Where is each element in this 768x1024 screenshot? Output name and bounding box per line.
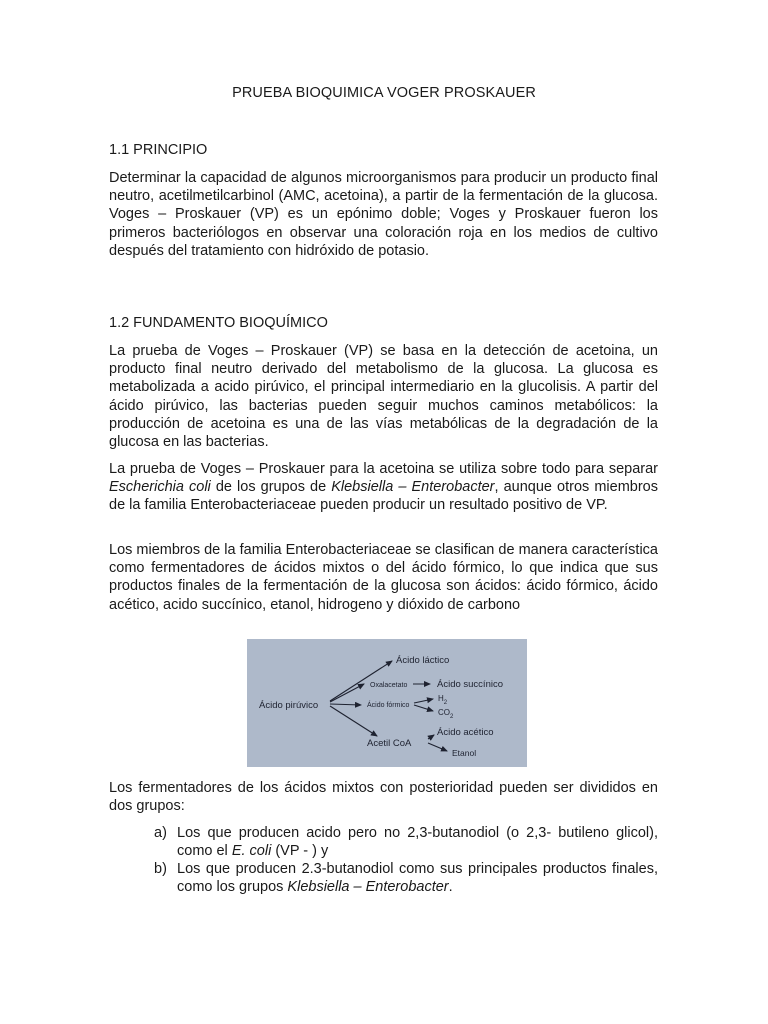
arrow-to-formic <box>330 704 361 705</box>
text-run: , aunque otros miembros de la familia Enterobacteriaceae pueden producir un resultado positivo de VP. <box>109 479 658 514</box>
list-item <box>154 860 658 896</box>
h2-base: H <box>438 694 444 703</box>
text-run: Los que producen 2.3-butanodiol como sus principales productos finales, como los grupos <box>177 861 658 895</box>
label-acetylcoa: Acetil CoA <box>367 738 412 749</box>
co2-subscript: 2 <box>450 714 454 720</box>
label-ethanol: Etanol <box>452 748 477 758</box>
section-heading-principio: 1.1 PRINCIPIO <box>109 142 208 158</box>
paragraph-fundamento-2 <box>109 460 658 515</box>
italic-genus-group: Klebsiella – Enterobacter <box>287 879 449 895</box>
label-succinic: Ácido succínico <box>437 679 504 690</box>
arrow-to-acetylcoa <box>330 706 377 736</box>
label-oxalacetate: Oxalacetato <box>370 682 408 689</box>
text-run: . <box>448 879 453 895</box>
h2-subscript: 2 <box>443 700 448 706</box>
label-formic: Ácido fórmico <box>367 702 410 709</box>
text-run: Los que producen acido pero no 2,3-butanodiol (o 2,3- butileno glicol), como el <box>177 825 658 859</box>
arrow-to-co2 <box>414 705 433 711</box>
italic-species: Escherichia coli <box>109 479 211 496</box>
paragraph-fundamento-3: Los miembros de la familia Enterobacteriaceae se clasifican de manera característica como fermentadores de ácidos mixtos o del ácido fórmico, lo que indica que sus productos finales de la fermentación de la glucosa son ácidos: ácido fórmico, ácido acético, acido succínico, etanol, hidrogeno y dióxido de carbono <box>109 542 658 613</box>
paragraph-fundamento-1: La prueba de Voges – Proskauer (VP) se basa en la detección de acetoina, un producto final neutro derivado del metabolismo de la glucosa. La glucosa es metabolizada a acido pirúvico, el principal intermediario en la glucolisis. A partir del ácido pirúvico, las bacterias pueden seguir muchos caminos metabólicos: la producción de acetoina es una de las vías metabólicas de la degradación de la glucosa en las bacterias. <box>109 343 658 451</box>
list-item <box>154 824 658 860</box>
text-run: La prueba de Voges – Proskauer para la acetoina se utiliza sobre todo para separar <box>109 461 658 477</box>
label-lactic: Ácido láctico <box>396 655 450 666</box>
arrow-to-oxalacetate <box>330 684 364 702</box>
paragraph-fundamento-4: Los fermentadores de los ácidos mixtos con posterioridad pueden ser divididos en dos grupos: <box>109 780 658 815</box>
pyruvate-pathway-diagram <box>247 639 527 767</box>
fermenter-groups-list <box>154 824 658 896</box>
document-title: PRUEBA BIOQUIMICA VOGER PROSKAUER <box>232 85 536 101</box>
label-co2 <box>438 708 454 720</box>
co2-base: CO <box>438 708 450 717</box>
pathway-svg <box>247 639 527 767</box>
arrow-to-h2 <box>414 699 433 703</box>
list-marker: a) <box>154 825 167 841</box>
section-heading-fundamento: 1.2 FUNDAMENTO BIOQUÍMICO <box>109 315 328 331</box>
italic-genus-group: Klebsiella – Enterobacter <box>331 479 495 496</box>
paragraph-principio: Determinar la capacidad de algunos microorganismos para producir un producto final neutro, acetilmetilcarbinol (AMC, acetoina), a partir de la fermentación de la glucosa. Voges – Proskauer (VP) es un epónimo doble; Voges y Proskauer fueron los primeros bacteriólogos en observar una coloración roja en los medios de cultivo después del tratamiento con hidróxido de potasio. <box>109 170 658 259</box>
arrow-to-lactic <box>330 661 392 701</box>
label-pyruvic: Ácido pirúvico <box>259 700 319 711</box>
arrow-to-acetic <box>428 735 434 739</box>
text-run: de los grupos de <box>210 479 332 496</box>
text-run: (VP - ) y <box>271 843 329 859</box>
arrow-to-ethanol <box>428 743 447 751</box>
label-h2 <box>438 694 448 706</box>
list-marker: b) <box>154 861 167 877</box>
italic-species: E. coli <box>231 843 272 859</box>
label-acetic: Ácido acético <box>437 727 494 738</box>
